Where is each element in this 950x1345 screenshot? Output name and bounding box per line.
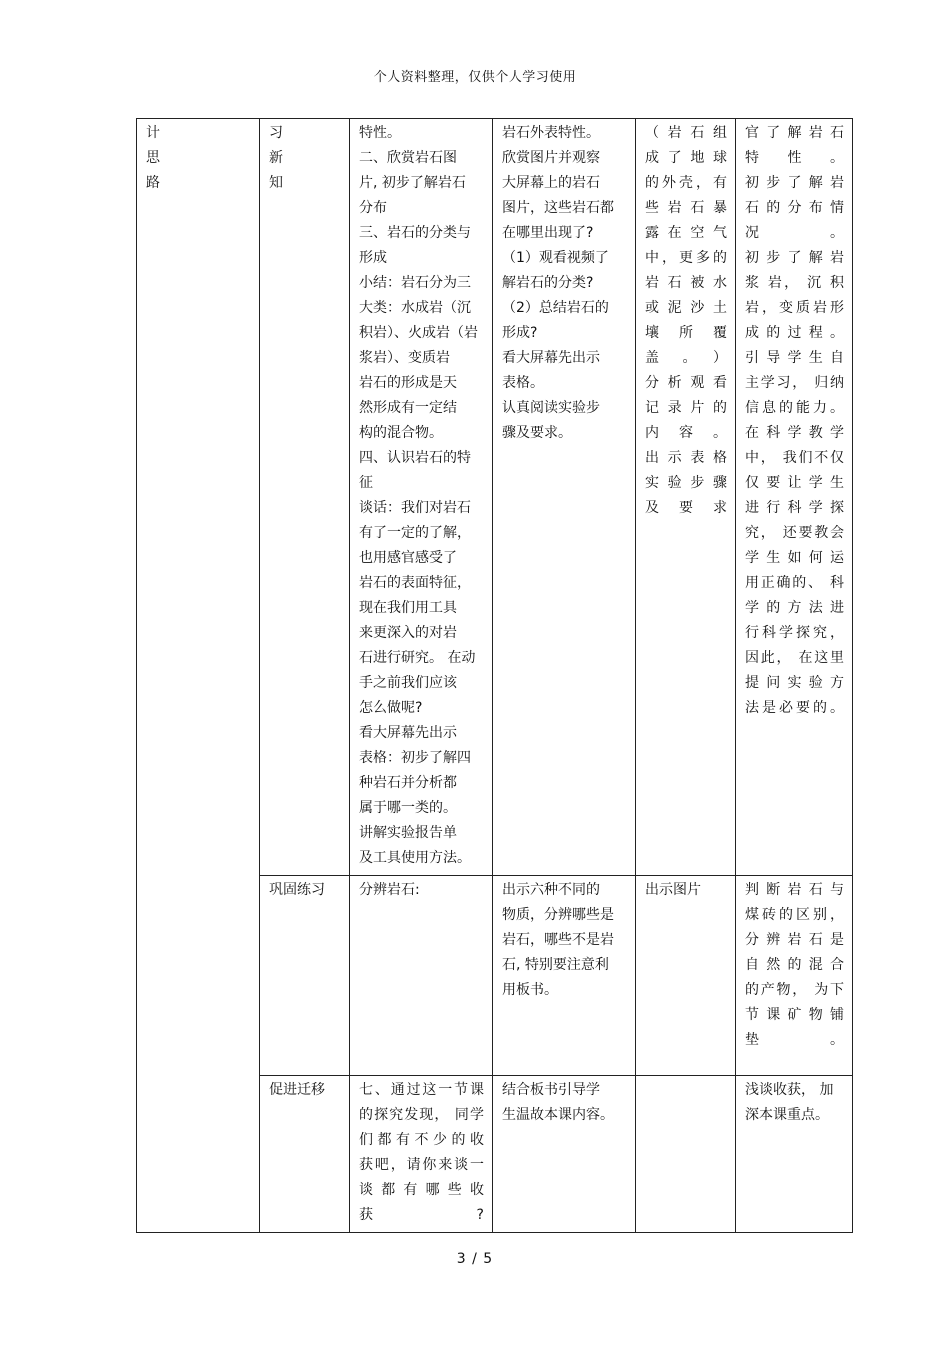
- cell-lines: [745, 1078, 844, 1128]
- cell-lines: [269, 121, 341, 196]
- text-line: 大屏幕上的岩石: [502, 175, 600, 191]
- student-activity-cell: [493, 119, 636, 876]
- text-line: 图片，这些岩石都: [502, 200, 614, 216]
- text-line: 自 然 的 混 合: [745, 957, 844, 973]
- text-line: 深本课重点。: [745, 1107, 829, 1123]
- text-line: 讲解实验报告单: [359, 825, 457, 841]
- text-line: 在 科 学 教 学: [745, 425, 844, 441]
- design-idea-cell: [137, 119, 260, 1233]
- text-line: 主学习， 归纳: [745, 375, 844, 391]
- text-line: 信息的能力。: [745, 400, 844, 416]
- text-line: 浆 岩， 沉 积: [745, 275, 844, 291]
- media-use-cell: [636, 1076, 736, 1233]
- text-line: 或 泥 沙 土: [645, 300, 727, 316]
- text-line: 欣赏图片并观察: [502, 150, 600, 166]
- text-line: 壤 所 覆: [645, 325, 727, 341]
- text-line: 学 生 如 何 运: [745, 550, 844, 566]
- media-use-cell: [636, 876, 736, 1076]
- cell-lines: [502, 1078, 627, 1128]
- text-line: 属于哪一类的。: [359, 800, 457, 816]
- design-intent-cell: [736, 1076, 853, 1233]
- design-intent-cell: [736, 876, 853, 1076]
- text-line: 巩固练习: [269, 882, 325, 898]
- text-line: 石进行研究。 在动: [359, 650, 476, 666]
- cell-lines: [269, 1078, 341, 1103]
- cell-lines: [502, 878, 627, 1003]
- text-line: 四、认识岩石的特: [359, 450, 471, 466]
- text-line: 分布: [359, 200, 387, 216]
- stage-cell-new-knowledge: [260, 119, 350, 876]
- cell-lines: [359, 878, 484, 903]
- text-line: 特性。: [745, 150, 844, 166]
- text-line: 记 录 片 的: [645, 400, 727, 416]
- text-line: 现在我们用工具: [359, 600, 457, 616]
- text-line: 内容。: [645, 425, 727, 441]
- text-line: 习: [269, 125, 283, 141]
- text-line: 盖。）: [645, 350, 727, 366]
- text-line: 岩石，哪些不是岩: [502, 932, 614, 948]
- text-line: 解岩石的分类?: [502, 275, 594, 291]
- text-line: 构的混合物。: [359, 425, 443, 441]
- text-line: 有了一定的了解，: [359, 525, 471, 541]
- cell-lines: [645, 121, 727, 521]
- text-line: 获吧，请你来谈一: [359, 1157, 484, 1173]
- text-line: 学 的 方 法 进: [745, 600, 844, 616]
- teacher-activity-cell: [350, 1076, 493, 1233]
- stage-cell-transfer: [260, 1076, 350, 1233]
- text-line: 思: [146, 150, 160, 166]
- teacher-activity-cell: [350, 119, 493, 876]
- teacher-activity-cell: [350, 876, 493, 1076]
- text-line: 获?: [359, 1207, 484, 1223]
- text-line: 小结：岩石分为三: [359, 275, 471, 291]
- text-line: 的外壳，有: [645, 175, 727, 191]
- text-line: 大类：水成岩（沉: [359, 300, 471, 316]
- text-line: 成的过程。: [745, 325, 844, 341]
- text-line: 引 导 学 生 自: [745, 350, 844, 366]
- cell-lines: [745, 121, 844, 721]
- cell-lines: [269, 878, 341, 903]
- text-line: 们都有不少的收: [359, 1132, 484, 1148]
- text-line: 看大屏幕先出示: [359, 725, 457, 741]
- cell-lines: [645, 878, 727, 903]
- text-line: 出示表格: [645, 450, 727, 466]
- cell-lines: [146, 121, 251, 196]
- table-row-explore: [137, 119, 853, 876]
- text-line: 用板书。: [502, 982, 558, 998]
- text-line: 然形成有一定结: [359, 400, 457, 416]
- page-header: 个人资料整理，仅供个人学习使用: [373, 70, 577, 85]
- text-line: 形成: [359, 250, 387, 266]
- text-line: 三、岩石的分类与: [359, 225, 471, 241]
- media-use-cell: [636, 119, 736, 876]
- text-line: 的产物， 为下: [745, 982, 844, 998]
- text-line: 及要求: [645, 500, 727, 516]
- text-line: 七、通过这一节课: [359, 1082, 484, 1098]
- cell-lines: [359, 121, 484, 871]
- text-line: 成 了 地 球: [645, 150, 727, 166]
- text-line: 形成?: [502, 325, 538, 341]
- text-line: 初 步 了 解 岩: [745, 250, 844, 266]
- text-line: 出示图片: [645, 882, 701, 898]
- text-line: 判 断 岩 石 与: [745, 882, 844, 898]
- text-line: 岩，变质岩形: [745, 300, 844, 316]
- text-line: 谈 都 有 哪 些 收: [359, 1182, 484, 1198]
- text-line: 煤砖的区别，: [745, 907, 844, 923]
- text-line: 骤及要求。: [502, 425, 572, 441]
- text-line: 分辨岩石:: [359, 882, 420, 898]
- cell-lines: [502, 121, 627, 446]
- text-line: 岩 石 被 水: [645, 275, 727, 291]
- text-line: 积岩）、火成岩（岩: [359, 325, 478, 341]
- lesson-plan-table: [136, 118, 853, 1233]
- text-line: 浆岩）、变质岩: [359, 350, 450, 366]
- cell-lines: [359, 1078, 484, 1228]
- stage-cell-practice: [260, 876, 350, 1076]
- text-line: 新: [269, 150, 283, 166]
- text-line: 特性。: [359, 125, 401, 141]
- text-line: 用正确的、 科: [745, 575, 844, 591]
- text-line: 垫。: [745, 1032, 844, 1048]
- text-line: 行科学探究，: [745, 625, 844, 641]
- text-line: 物质，分辨哪些是: [502, 907, 614, 923]
- text-line: 官 了 解 岩 石: [745, 125, 844, 141]
- page-number: 3 / 5: [456, 1251, 494, 1267]
- text-line: 谈话：我们对岩石: [359, 500, 471, 516]
- text-line: 初 步 了 解 岩: [745, 175, 844, 191]
- text-line: 进 行 科 学 探: [745, 500, 844, 516]
- text-line: 路: [146, 175, 160, 191]
- design-intent-cell: [736, 119, 853, 876]
- text-line: 及工具使用方法。: [359, 850, 471, 866]
- text-line: 中，更多的: [645, 250, 727, 266]
- text-line: 手之前我们应该: [359, 675, 457, 691]
- text-line: 也用感官感受了: [359, 550, 457, 566]
- text-line: 究， 还要教会: [745, 525, 844, 541]
- text-line: 岩石的形成是天: [359, 375, 457, 391]
- student-activity-cell: [493, 1076, 636, 1233]
- text-line: 仅 要 让 学 生: [745, 475, 844, 491]
- text-line: 表格：初步了解四: [359, 750, 471, 766]
- text-line: （2）总结岩石的: [502, 300, 609, 316]
- text-line: 提 问 实 验 方: [745, 675, 844, 691]
- cell-lines: [745, 878, 844, 1053]
- text-line: 浅谈收获， 加: [745, 1082, 834, 1098]
- text-line: 知: [269, 175, 283, 191]
- text-line: 片, 初步了解岩石: [359, 175, 466, 191]
- text-line: 因此， 在这里: [745, 650, 844, 666]
- text-line: 的探究发现， 同学: [359, 1107, 484, 1123]
- text-line: 表格。: [502, 375, 544, 391]
- text-line: 法是必要的。: [745, 700, 844, 716]
- text-line: 况。: [745, 225, 844, 241]
- text-line: 怎么做呢?: [359, 700, 423, 716]
- text-line: 分 析 观 看: [645, 375, 727, 391]
- text-line: 看大屏幕先出示: [502, 350, 600, 366]
- text-line: 种岩石并分析都: [359, 775, 457, 791]
- text-line: （ 岩 石 组: [645, 125, 727, 141]
- text-line: 中， 我们不仅: [745, 450, 844, 466]
- text-line: 节 课 矿 物 铺: [745, 1007, 844, 1023]
- text-line: 实 验 步 骤: [645, 475, 727, 491]
- text-line: （1）观看视频了: [502, 250, 609, 266]
- text-line: 生温故本课内容。: [502, 1107, 614, 1123]
- text-line: 征: [359, 475, 373, 491]
- text-line: 石, 特别要注意利: [502, 957, 609, 973]
- student-activity-cell: [493, 876, 636, 1076]
- text-line: 些 岩 石 暴: [645, 200, 727, 216]
- text-line: 结合板书引导学: [502, 1082, 600, 1098]
- text-line: 计: [146, 125, 160, 141]
- text-line: 分 辨 岩 石 是: [745, 932, 844, 948]
- text-line: 出示六种不同的: [502, 882, 600, 898]
- text-line: 二、欣赏岩石图: [359, 150, 457, 166]
- text-line: 在哪里出现了?: [502, 225, 594, 241]
- text-line: 来更深入的对岩: [359, 625, 457, 641]
- text-line: 促进迁移: [269, 1082, 325, 1098]
- text-line: 岩石外表特性。: [502, 125, 600, 141]
- text-line: 认真阅读实验步: [502, 400, 600, 416]
- text-line: 石 的 分 布 情: [745, 200, 844, 216]
- text-line: 露 在 空 气: [645, 225, 727, 241]
- text-line: 岩石的表面特征，: [359, 575, 471, 591]
